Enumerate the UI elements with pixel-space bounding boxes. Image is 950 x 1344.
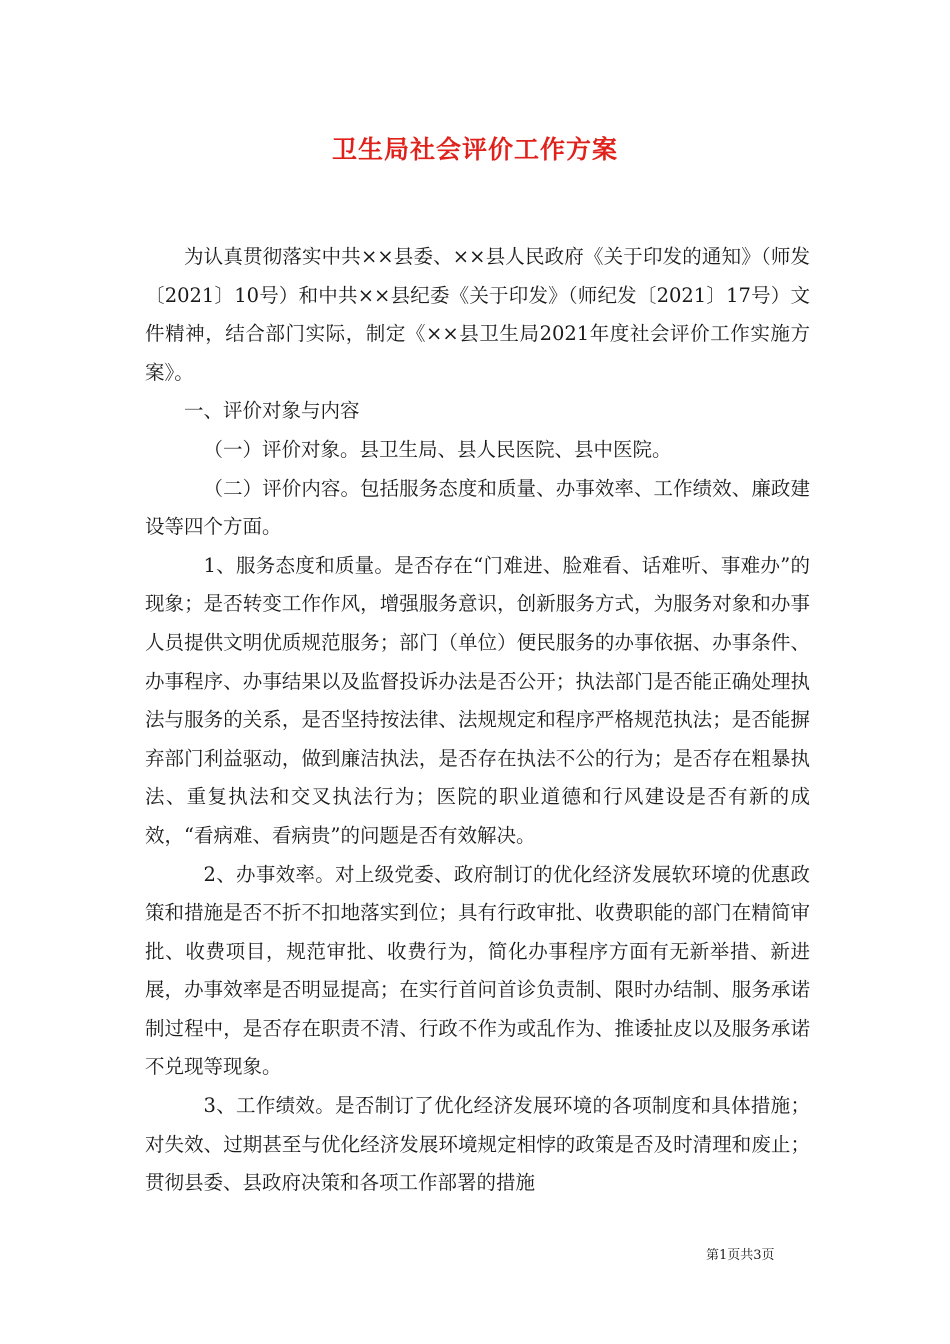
intro-paragraph: 为认真贯彻落实中共××县委、××县人民政府《关于印发的通知》（师发〔2021〕10号）和中共××县纪委《关于印发》（师纪发〔2021〕17号）文件精神，结合部门实际，制定《××县卫生局2021年度社会评价工作实施方案》。 xyxy=(145,245,810,384)
section-heading: 一、评价对象与内容 xyxy=(184,399,360,423)
document-title: 卫生局社会评价工作方案 xyxy=(331,135,618,164)
document-body xyxy=(145,238,810,1203)
subsection-evaluation-content: （二）评价内容。包括服务态度和质量、办事效率、工作绩效、廉政建设等四个方面。 xyxy=(145,476,810,539)
item-work-efficiency: 2、办事效率。对上级党委、政府制订的优化经济发展软环境的优惠政策和措施是否不折不扣地落实到位；具有行政审批、收费职能的部门在精简审批、收费项目，规范审批、收费行为，简化办事程序方面有无新举措、新进展，办事效率是否明显提高；在实行首问首诊负责制、限时办结制、服务承诺制过程中，是否存在职责不清、行政不作为或乱作为、推诿扯皮以及服务承诺不兑现等现象。 xyxy=(145,862,810,1079)
item-work-performance: 3、工作绩效。是否制订了优化经济发展环境的各项制度和具体措施；对失效、过期甚至与优化经济发展环境规定相悖的政策是否及时清理和废止；贯彻县委、县政府决策和各项工作部署的措施 xyxy=(145,1094,810,1195)
subsection-evaluation-targets: （一）评价对象。县卫生局、县人民医院、县中医院。 xyxy=(203,437,672,461)
page-number: 第1页共3页 xyxy=(706,1248,775,1263)
item-service-attitude: 1、服务态度和质量。是否存在“门难进、脸难看、话难听、事难办”的现象；是否转变工作作风，增强服务意识，创新服务方式，为服务对象和办事人员提供文明优质规范服务；部门（单位）便民服务的办事依据、办事条件、办事程序、办事结果以及监督投诉办法是否公开；执法部门是否能正确处理执法与服务的关系，是否坚持按法律、法规规定和程序严格规范执法；是否能摒弃部门利益驱动，做到廉洁执法，是否存在执法不公的行为；是否存在粗暴执法、重复执法和交叉执法行为；医院的职业道德和行风建设是否有新的成效，“看病难、看病贵”的问题是否有效解决。 xyxy=(145,553,810,847)
